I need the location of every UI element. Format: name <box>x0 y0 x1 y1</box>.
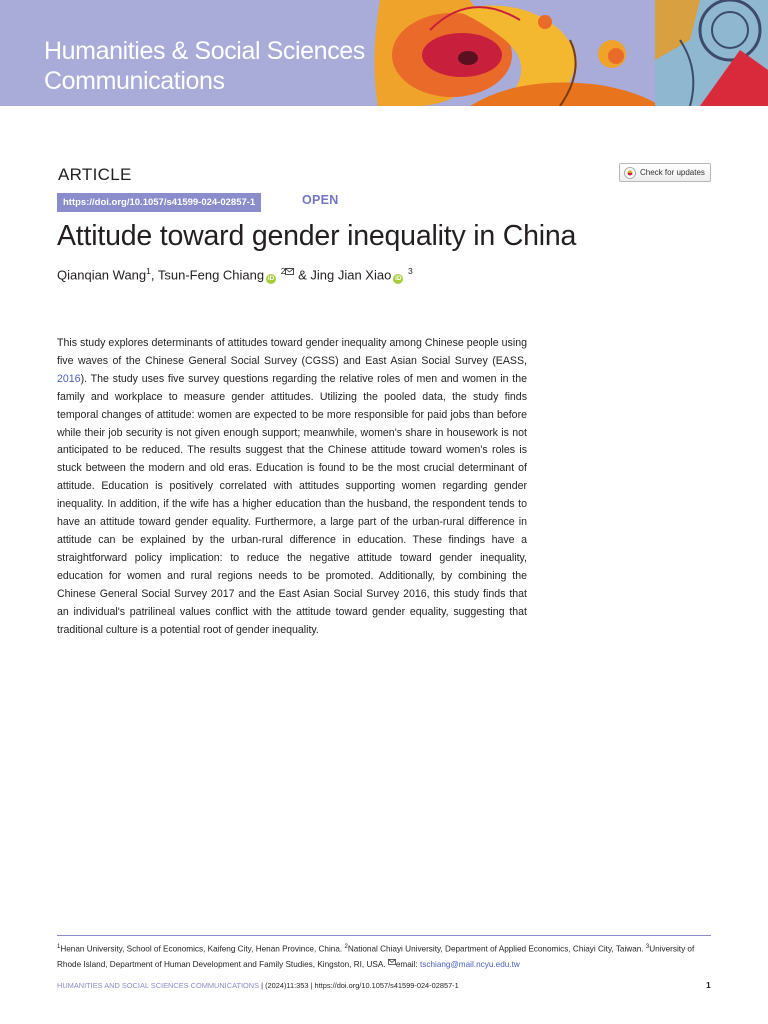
journal-banner <box>0 0 768 106</box>
abstract-text-part-1: This study explores determinants of attitudes toward gender inequality among Chinese people using five waves of the Chinese General Social Survey (CGSS) and East Asian Social Survey (EASS, <box>57 337 527 367</box>
affiliation-sup: 3 <box>645 944 650 950</box>
author-name[interactable]: Qianqian Wang <box>57 267 147 283</box>
journal-title-line-1: Humanities & Social Sciences <box>44 37 365 65</box>
affiliation-1: Henan University, School of Economics, Kaifeng City, Henan Province, China. <box>60 944 345 954</box>
reference-link[interactable]: 2016 <box>57 372 81 385</box>
check-for-updates-button[interactable] <box>619 163 711 182</box>
orcid-icon[interactable]: iD <box>395 275 402 283</box>
paper-title: Attitude toward gender inequality in China <box>57 220 577 252</box>
check-updates-icon <box>624 167 636 179</box>
envelope-icon <box>388 959 396 965</box>
author-separator: , <box>150 267 158 283</box>
author-affiliation-sup: 3 <box>407 266 413 276</box>
footer-citation: | (2024)11:353 | https://doi.org/10.1057/s41599-024-02857-1 <box>259 981 459 990</box>
email-label: email: <box>395 959 420 969</box>
orcid-icon[interactable]: iD <box>267 275 275 283</box>
page-footer <box>57 981 711 990</box>
abstract <box>57 335 527 639</box>
email-link[interactable]: tschiang@mail.ncyu.edu.tw <box>419 959 520 969</box>
author-affiliation-sup: 2 <box>280 266 286 276</box>
article-type-label: ARTICLE <box>58 165 132 184</box>
journal-title[interactable] <box>44 36 424 96</box>
author-separator: & <box>294 267 311 283</box>
abstract-text-part-2: ). The study uses five survey questions regarding the relative roles of men and women in the family and workplace to measure gender attitudes. Utilizing the pooled data, the study finds temporal changes of attitude: women are expected to be more responsible for paid jobs than before while their job security is not given enough support; meanwhile, women's share in housework is not anticipated to be reduced. The results suggest that the Chinese attitude toward women's roles is stuck between the modern and old eras. Education is found to be the most crucial determinant of attitude. Education is positively correlated with attitudes supporting women regarding gender inequality. In addition, if the wife has a higher education than the husband, the respondent tends to have an attitude toward gender equality. Furthermore, a large part of the urban-rural difference in attitude can be explained by the urban-rural difference in education. These findings have a straightforward policy implication: to reduce the negative attitude toward gender inequality, education for women and rural regions needs to be promoted. Additionally, by combining the Chinese General Social Survey 2017 and the East Asian Social Survey 2016, this study finds that an individual's patrilineal values conflict with the attitude toward gender equality, suggesting that traditional culture is a potential root of gender inequality. <box>57 372 527 636</box>
affiliations <box>57 940 711 972</box>
affiliation-sup: 2 <box>344 944 348 950</box>
affiliation-2: National Chiayi University, Department of Applied Economics, Chiayi City, Taiwan. <box>347 944 646 954</box>
check-updates-label: Check for updates <box>640 168 705 177</box>
author-list <box>57 266 413 284</box>
author-name[interactable]: Jing Jian Xiao <box>310 267 392 283</box>
affiliation-3: University of Rhode Island, Department of Human Development and Family Studies, Kingston, RI, USA. <box>57 944 695 969</box>
journal-title-line-2: Communications <box>44 67 225 95</box>
footer-journal-link[interactable]: HUMANITIES AND SOCIAL SCIENCES COMMUNICATIONS <box>57 981 260 990</box>
author-name[interactable]: Tsun-Feng Chiang <box>157 267 265 283</box>
open-access-label: OPEN <box>302 193 339 207</box>
affiliation-sup: 1 <box>57 944 61 950</box>
doi-badge-link[interactable]: https://doi.org/10.1057/s41599-024-02857-1 <box>57 193 261 212</box>
affiliations-divider <box>57 935 711 936</box>
page-number: 1 <box>706 980 711 990</box>
author-affiliation-sup: 1 <box>146 266 151 276</box>
